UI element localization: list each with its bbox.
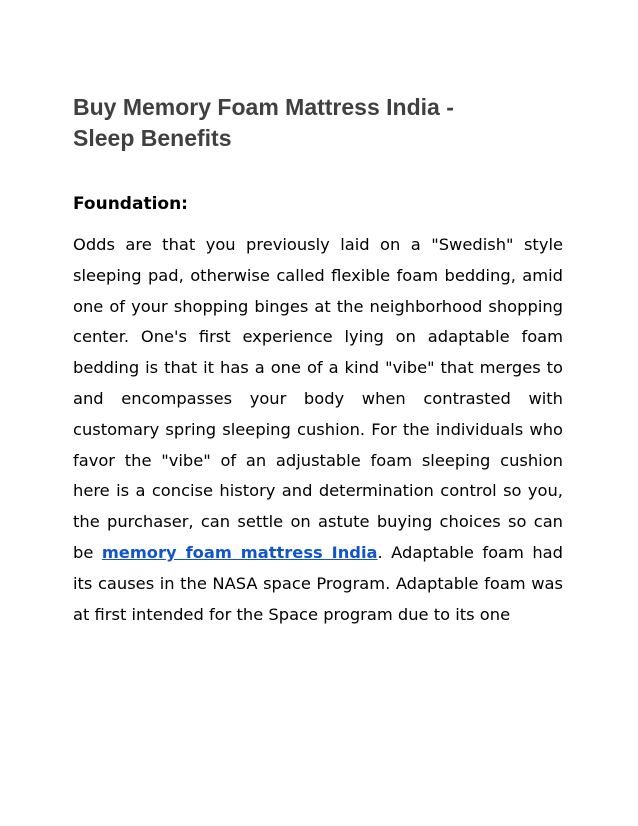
paragraph-text-before-link: Odds are that you previously laid on a "Swedish" style sleeping pad, otherwise called flexible foam bedding, amid one of your shopping binges at the neighborhood shopping center. One's first experience lying on adaptable foam bedding is that it has a one of a kind "vibe" that merges to and encompasses your body when contrasted with customary spring sleeping cushion. For the individuals who favor the "vibe" of an adjustable foam sleeping cushion here is a concise history and determination control so you, the purchaser, can settle on astute buying choices so can be bbox=[73, 235, 563, 562]
section-heading: Foundation: bbox=[73, 194, 188, 214]
memory-foam-mattress-link[interactable]: memory foam mattress India bbox=[101, 542, 378, 562]
paragraph-text-after-link: . Adaptable foam had its causes in the NASA space Program. Adaptable foam was at first intended for the Space program due to its one bbox=[73, 542, 563, 624]
body-paragraph bbox=[73, 230, 563, 630]
page-title bbox=[73, 92, 563, 154]
page-title-line-1: Buy Memory Foam Mattress India - bbox=[73, 94, 454, 120]
page-title-line-2: Sleep Benefits bbox=[73, 125, 232, 151]
document-content bbox=[73, 92, 563, 630]
